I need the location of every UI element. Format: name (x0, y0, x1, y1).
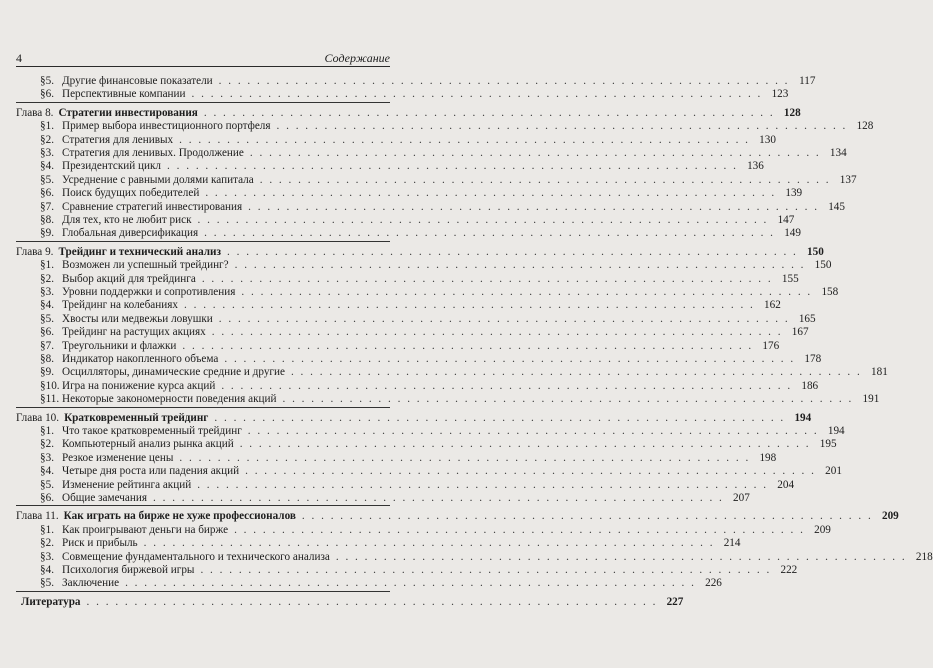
toc-page-number: 222 (780, 564, 798, 576)
toc-leader-dots: . . . . . . . . . . . . . . . . . . . . . . . . . . . . . . . . . . . . . . . . . . . . . . . . . . . . . . . . . . . . (184, 299, 755, 312)
toc-title: Индикатор накопленного объема (62, 353, 219, 365)
toc-label: §4. (40, 299, 54, 312)
toc-leader-dots: . . . . . . . . . . . . . . . . . . . . . . . . . . . . . . . . . . . . . . . . . . . . . . . . . . . . . . . . . . . . (249, 147, 821, 159)
toc-label: §4. (40, 465, 54, 478)
toc-title: Резкое изменение цены (62, 451, 174, 464)
toc-title: Риск и прибыль (62, 537, 138, 550)
toc-title: Психология биржевой игры (62, 564, 195, 576)
toc-page-number: 128 (856, 120, 874, 133)
toc-title: Уровни поддержки и сопротивления (62, 286, 236, 298)
toc-entry (16, 258, 832, 272)
toc-title: Стратегия для ленивых. Продолжение (62, 147, 244, 159)
toc-label: Глава 8. (16, 106, 54, 119)
toc-chapter (16, 595, 684, 609)
toc-leader-dots: . . . . . . . . . . . . . . . . . . . . . . . . . . . . . . . . . . . . . . . . . . . . . . . . . . . . . . . . . . . . (241, 286, 813, 298)
toc-page-number: 128 (783, 106, 801, 119)
toc-page-number: 209 (814, 523, 831, 536)
toc-leader-dots: . . . . . . . . . . . . . . . . . . . . . . . . . . . . . . . . . . . . . . . . . . . . . . . . . . . . . . . . . . . . (301, 510, 873, 523)
toc-chapter (16, 509, 899, 523)
toc-label: §5. (40, 312, 54, 325)
toc-entry (16, 464, 842, 478)
section-divider (16, 241, 390, 242)
toc-title: Поиск будущих победителей (62, 187, 200, 200)
toc-title: Выбор акций для трейдинга (62, 272, 196, 285)
toc-title: Усреднение с равными долями капитала (62, 173, 254, 186)
toc-entry (16, 536, 741, 550)
toc-page-number: 149 (784, 227, 801, 240)
toc-title: Пример выбора инвестиционного портфеля (62, 120, 271, 133)
toc-chapter (16, 411, 812, 425)
toc-page-number: 218 (915, 550, 933, 563)
toc-leader-dots: . . . . . . . . . . . . . . . . . . . . . . . . . . . . . . . . . . . . . . . . . . . . . . . . . . . . . . . . . . . . (290, 366, 862, 379)
toc-label: §2. (40, 272, 54, 285)
toc-entry (16, 491, 750, 505)
toc-page-number: 194 (794, 411, 812, 424)
running-title: Содержание (324, 51, 390, 65)
toc-title: Кратковременный трейдинг (64, 411, 209, 424)
toc-leader-dots: . . . . . . . . . . . . . . . . . . . . . . . . . . . . . . . . . . . . . . . . . . . . . . . . . . . . . . . . . . . . (179, 451, 751, 464)
toc-title: Изменение рейтинга акций (62, 478, 192, 491)
toc-label: §5. (40, 173, 54, 186)
toc-page-number: 165 (798, 312, 816, 325)
toc-title: Для тех, кто не любит риск (62, 214, 192, 226)
toc-leader-dots: . . . . . . . . . . . . . . . . . . . . . . . . . . . . . . . . . . . . . . . . . . . . . . . . . . . . . . . . . . . . (239, 438, 811, 451)
toc-title: Как проигрывают деньги на бирже (62, 523, 229, 536)
toc-label: §9. (40, 366, 54, 379)
toc-label: §7. (40, 339, 54, 352)
toc-entry (16, 74, 816, 88)
toc-page-number: 167 (791, 326, 809, 339)
toc-page-number: 176 (762, 339, 780, 352)
toc-label: §11. (40, 393, 60, 406)
toc-page-number: 147 (777, 214, 795, 226)
toc-leader-dots: . . . . . . . . . . . . . . . . . . . . . . . . . . . . . . . . . . . . . . . . . . . . . . . . . . . . . . . . . . . . (201, 272, 773, 285)
section-divider (16, 102, 390, 103)
toc-entry (16, 186, 803, 200)
toc-label: §6. (40, 187, 54, 200)
section-divider (16, 505, 390, 506)
toc-leader-dots: . . . . . . . . . . . . . . . . . . . . . . . . . . . . . . . . . . . . . . . . . . . . . . . . . . . . . . . . . . . . (227, 245, 798, 258)
toc-title: Трейдинг и технический анализ (58, 245, 221, 258)
toc-page-number: 214 (723, 537, 741, 550)
toc-title: Другие финансовые показатели (62, 75, 213, 87)
toc-title: Перспективные компании (62, 88, 186, 101)
toc-leader-dots: . . . . . . . . . . . . . . . . . . . . . . . . . . . . . . . . . . . . . . . . . . . . . . . . . . . . . . . . . . . . (224, 353, 796, 365)
toc-title: Сравнение стратегий инвестирования (62, 200, 243, 213)
toc-entry (16, 159, 764, 173)
toc-entry (16, 298, 781, 312)
toc-page-number: 186 (801, 379, 819, 392)
section-divider (16, 407, 390, 408)
toc-page-number: 227 (666, 595, 684, 608)
toc-entry (16, 550, 933, 564)
toc-leader-dots: . . . . . . . . . . . . . . . . . . . . . . . . . . . . . . . . . . . . . . . . . . . . . . . . . . . . . . . . . . . . (197, 478, 769, 491)
toc-entry (16, 200, 845, 214)
toc-entry (16, 478, 795, 492)
toc-chapter (16, 106, 801, 120)
toc-label: §5. (40, 577, 54, 590)
toc-label: §6. (40, 492, 54, 504)
toc-page-number: 198 (759, 451, 777, 464)
toc-page-number: 195 (819, 438, 837, 451)
toc-page-number: 150 (814, 259, 832, 272)
toc-page-number: 155 (781, 272, 799, 285)
toc-page-number: 178 (804, 353, 822, 365)
toc-title: Совмещение фундаментального и технического анализа (62, 550, 330, 563)
toc-page-number: 204 (777, 478, 795, 491)
toc-title: Осцилляторы, динамические средние и другие (62, 366, 285, 379)
toc-label: Глава 9. (16, 245, 54, 258)
toc-label: §10. (40, 379, 60, 392)
toc-leader-dots: . . . . . . . . . . . . . . . . . . . . . . . . . . . . . . . . . . . . . . . . . . . . . . . . . . . . . . . . . . . . (211, 326, 783, 339)
toc-page-number: 145 (828, 200, 845, 213)
toc-entry (16, 392, 880, 406)
toc-leader-dots: . . . . . . . . . . . . . . . . . . . . . . . . . . . . . . . . . . . . . . . . . . . . . . . . . . . . . . . . . . . . (221, 379, 793, 392)
toc-title: Хвосты или медвежьи ловушки (62, 312, 213, 325)
toc-leader-dots: . . . . . . . . . . . . . . . . . . . . . . . . . . . . . . . . . . . . . . . . . . . . . . . . . . . . . . . . . . . . (167, 160, 738, 173)
page-header (16, 51, 390, 66)
toc-leader-dots: . . . . . . . . . . . . . . . . . . . . . . . . . . . . . . . . . . . . . . . . . . . . . . . . . . . . . . . . . . . . (234, 259, 806, 272)
toc-leader-dots: . . . . . . . . . . . . . . . . . . . . . . . . . . . . . . . . . . . . . . . . . . . . . . . . . . . . . . . . . . . . (153, 492, 724, 504)
toc-entry (16, 87, 789, 101)
toc-label: §8. (40, 353, 54, 365)
toc-page-number: 181 (871, 366, 888, 379)
toc-leader-dots: . . . . . . . . . . . . . . . . . . . . . . . . . . . . . . . . . . . . . . . . . . . . . . . . . . . . . . . . . . . . (200, 564, 772, 576)
toc-entry (16, 563, 798, 577)
toc-leader-dots: . . . . . . . . . . . . . . . . . . . . . . . . . . . . . . . . . . . . . . . . . . . . . . . . . . . . . . . . . . . . (247, 425, 819, 437)
toc-title: Четыре дня роста или падения акций (62, 465, 240, 478)
toc-title: Глобальная диверсификация (62, 227, 199, 240)
toc-entry (16, 213, 795, 227)
toc-entry (16, 133, 776, 147)
toc-title: Стратегия для ленивых (62, 133, 174, 146)
toc-entry (16, 339, 780, 353)
toc-page-number: 134 (829, 147, 847, 159)
toc-leader-dots: . . . . . . . . . . . . . . . . . . . . . . . . . . . . . . . . . . . . . . . . . . . . . . . . . . . . . . . . . . . . (248, 200, 819, 213)
toc-leader-dots: . . . . . . . . . . . . . . . . . . . . . . . . . . . . . . . . . . . . . . . . . . . . . . . . . . . . . . . . . . . . (259, 173, 831, 186)
toc-page-number: 209 (881, 510, 899, 523)
toc-leader-dots: . . . . . . . . . . . . . . . . . . . . . . . . . . . . . . . . . . . . . . . . . . . . . . . . . . . . . . . . . . . . (86, 595, 658, 608)
toc-title: Заключение (62, 577, 120, 590)
toc-leader-dots: . . . . . . . . . . . . . . . . . . . . . . . . . . . . . . . . . . . . . . . . . . . . . . . . . . . . . . . . . . . . (276, 120, 848, 133)
toc-label: §4. (40, 160, 54, 173)
toc-leader-dots: . . . . . . . . . . . . . . . . . . . . . . . . . . . . . . . . . . . . . . . . . . . . . . . . . . . . . . . . . . . . (218, 312, 790, 325)
toc-leader-dots: . . . . . . . . . . . . . . . . . . . . . . . . . . . . . . . . . . . . . . . . . . . . . . . . . . . . . . . . . . . . (282, 393, 854, 406)
section-divider (16, 591, 390, 592)
toc-leader-dots: . . . . . . . . . . . . . . . . . . . . . . . . . . . . . . . . . . . . . . . . . . . . . . . . . . . . . . . . . . . . (182, 339, 754, 352)
toc-leader-dots: . . . . . . . . . . . . . . . . . . . . . . . . . . . . . . . . . . . . . . . . . . . . . . . . . . . . . . . . . . . . (179, 133, 750, 146)
toc-label: Глава 10. (16, 411, 60, 424)
toc-label: §6. (40, 326, 54, 339)
toc-entry (16, 424, 845, 438)
toc-entry (16, 119, 874, 133)
toc-leader-dots: . . . . . . . . . . . . . . . . . . . . . . . . . . . . . . . . . . . . . . . . . . . . . . . . . . . . . . . . . . . . (218, 75, 790, 87)
toc-label: §7. (40, 200, 54, 213)
toc-entry (16, 379, 819, 393)
toc-label: §1. (40, 120, 54, 133)
toc-page-number: 117 (799, 75, 816, 87)
toc-title: Литература (21, 595, 81, 608)
toc-entry (16, 437, 837, 451)
toc-title: Стратегии инвестирования (58, 106, 198, 119)
toc-entry (16, 285, 839, 299)
toc-title: Некоторые закономерности поведения акций (62, 393, 277, 406)
toc-title: Президентский цикл (62, 160, 162, 173)
toc-label: §6. (40, 88, 54, 101)
toc-leader-dots: . . . . . . . . . . . . . . . . . . . . . . . . . . . . . . . . . . . . . . . . . . . . . . . . . . . . . . . . . . . . (204, 227, 775, 240)
toc-leader-dots: . . . . . . . . . . . . . . . . . . . . . . . . . . . . . . . . . . . . . . . . . . . . . . . . . . . . . . . . . . . . (245, 465, 816, 478)
toc-leader-dots: . . . . . . . . . . . . . . . . . . . . . . . . . . . . . . . . . . . . . . . . . . . . . . . . . . . . . . . . . . . . (197, 214, 769, 226)
toc-leader-dots: . . . . . . . . . . . . . . . . . . . . . . . . . . . . . . . . . . . . . . . . . . . . . . . . . . . . . . . . . . . . (205, 187, 777, 200)
toc-title: Как играть на бирже не хуже профессионалов (63, 510, 296, 523)
toc-label: §2. (40, 438, 54, 451)
toc-label: §3. (40, 147, 54, 159)
toc-leader-dots: . . . . . . . . . . . . . . . . . . . . . . . . . . . . . . . . . . . . . . . . . . . . . . . . . . . . . . . . . . . . (125, 577, 696, 590)
toc-label: §1. (40, 259, 54, 272)
toc-entry (16, 325, 809, 339)
toc-leader-dots: . . . . . . . . . . . . . . . . . . . . . . . . . . . . . . . . . . . . . . . . . . . . . . . . . . . . . . . . . . . . (191, 88, 763, 101)
toc-chapter (16, 245, 824, 259)
toc-page-number: 201 (825, 465, 842, 478)
toc-page-number: 137 (839, 173, 857, 186)
toc-page-number: 123 (771, 88, 789, 101)
toc-leader-dots: . . . . . . . . . . . . . . . . . . . . . . . . . . . . . . . . . . . . . . . . . . . . . . . . . . . . . . . . . . . . (214, 411, 786, 424)
toc-title: Что такое кратковременный трейдинг (62, 425, 242, 437)
toc-leader-dots: . . . . . . . . . . . . . . . . . . . . . . . . . . . . . . . . . . . . . . . . . . . . . . . . . . . . . . . . . . . . (335, 550, 907, 563)
toc-entry (16, 576, 722, 590)
toc-entry (16, 173, 857, 187)
toc-label: §1. (40, 425, 54, 437)
toc-entry (16, 352, 822, 366)
toc-page-number: 136 (747, 160, 764, 173)
toc-entry (16, 451, 777, 465)
toc-page-number: 162 (764, 299, 781, 312)
toc-label: §9. (40, 227, 54, 240)
toc-title: Компьютерный анализ рынка акций (62, 438, 234, 451)
toc-entry (16, 365, 888, 379)
toc-label: §3. (40, 286, 54, 298)
toc-title: Трейдинг на растущих акциях (62, 326, 206, 339)
toc-label: §4. (40, 564, 54, 576)
toc-label: §1. (40, 523, 54, 536)
toc-page-number: 191 (862, 393, 880, 406)
toc-title: Треугольники и флажки (62, 339, 177, 352)
toc-label: §8. (40, 214, 54, 226)
toc-label: §5. (40, 478, 54, 491)
toc-label: §2. (40, 133, 54, 146)
toc-page-number: 158 (821, 286, 839, 298)
toc-page-number: 226 (705, 577, 722, 590)
toc-leader-dots: . . . . . . . . . . . . . . . . . . . . . . . . . . . . . . . . . . . . . . . . . . . . . . . . . . . . . . . . . . . . (234, 523, 805, 536)
toc-page-number: 194 (827, 425, 845, 437)
toc-label: §2. (40, 537, 54, 550)
toc-title: Игра на понижение курса акций (62, 379, 216, 392)
toc-label: Глава 11. (16, 510, 59, 523)
toc-entry (16, 272, 799, 286)
toc-leader-dots: . . . . . . . . . . . . . . . . . . . . . . . . . . . . . . . . . . . . . . . . . . . . . . . . . . . . . . . . . . . . (203, 106, 775, 119)
toc-label: §3. (40, 451, 54, 464)
toc-label: §3. (40, 550, 54, 563)
toc-title: Общие замечания (62, 492, 147, 504)
toc-label: §5. (40, 75, 54, 87)
toc-entry (16, 226, 801, 240)
toc-entry (16, 146, 847, 160)
toc-entry (16, 523, 831, 537)
page-number: 4 (16, 51, 22, 65)
toc-page-number: 139 (785, 187, 803, 200)
toc-leader-dots: . . . . . . . . . . . . . . . . . . . . . . . . . . . . . . . . . . . . . . . . . . . . . . . . . . . . . . . . . . . . (143, 537, 715, 550)
toc-page-number: 130 (759, 133, 776, 146)
toc-title: Возможен ли успешный трейдинг? (62, 259, 229, 272)
toc-title: Трейдинг на колебаниях (62, 299, 178, 312)
header-rule (16, 66, 390, 67)
toc-entry (16, 312, 816, 326)
toc-page-number: 150 (807, 245, 824, 258)
toc-page-number: 207 (733, 492, 750, 504)
